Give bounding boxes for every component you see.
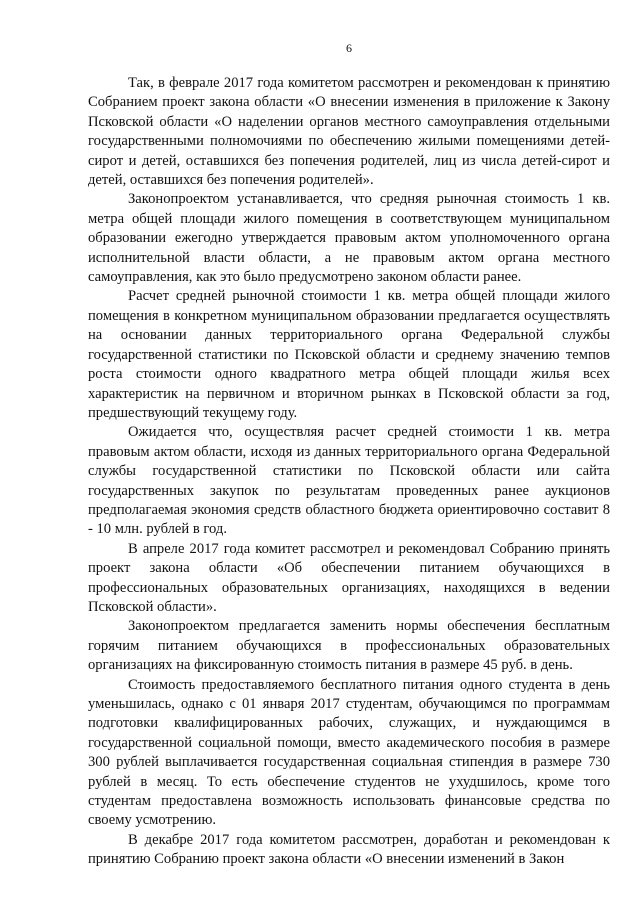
paragraph-3: Расчет средней рыночной стоимости 1 кв. метра общей площади жилого помещения в конкретном муниципальном образовании предлагается осуществлять на основании данных территориального органа Федеральной службы государственной статистики по Псковской области и среднему значению темпов роста стоимости одного квадратного метра общей площади жилья всех характеристик на первичном и вторичном рынках в Псковской области за год, предшествующий текущему году.: [88, 288, 610, 421]
paragraph-1: Так, в феврале 2017 года комитетом рассмотрен и рекомендован к принятию Собранием проект закона области «О внесении изменения в приложение к Закону Псковской области «О наделении органов местного самоуправления отдельными государственными полномочиями по обеспечению жилыми помещениями детей-сирот и детей, оставшихся без попечения родителей, лиц из числа детей-сирот и детей, оставшихся без попечения родителей».: [88, 75, 610, 189]
paragraph-8: В декабре 2017 года комитетом рассмотрен, доработан и рекомендован к принятию Собранию проект закона области «О внесении изменений в Закон: [88, 831, 610, 868]
page-number: 6: [346, 41, 352, 55]
paragraph-5: В апреле 2017 года комитет рассмотрел и рекомендовал Собранию принять проект закона области «Об обеспечении питанием обучающихся в профессиональных образовательных организациях, находящихся в ведении Псковской области».: [88, 540, 610, 615]
paragraph-2: Законопроектом устанавливается, что средняя рыночная стоимость 1 кв. метра общей площади жилого помещения в соответствующем муниципальном образовании ежегодно утверждается правовым актом уполномоченного органа исполнительной власти области, а не правовым актом органа местного самоуправления, как это было предусмотрено законом области ранее.: [88, 191, 610, 286]
paragraph-6: Законопроектом предлагается заменить нормы обеспечения бесплатным горячим питанием обучающихся в профессиональных образовательных организациях на фиксированную стоимость питания в размере 45 руб. в день.: [88, 618, 610, 674]
paragraph-7: Стоимость предоставляемого бесплатного питания одного студента в день уменьшилась, однако с 01 января 2017 студентам, обучающимся по программам подготовки квалифицированных рабочих, служащих, и нуждающимся в государственной социальной помощи, вместо академического пособия в размере 300 рублей выплачивается государственная социальная стипендия в размере 730 рублей в месяц. То есть обеспечение студентов не ухудшилось, кроме того студентам предоставлена возможность использовать финансовые средства по своему усмотрению.: [88, 676, 610, 829]
paragraph-4: Ожидается что, осуществляя расчет средней стоимости 1 кв. метра правовым актом области, исходя из данных территориального органа Федеральной службы государственной статистики по Псковской области или сайта государственных закупок по результатам проведенных ранее аукционов предполагаемая экономия средств областного бюджета ориентировочно составит 8 - 10 млн. рублей в год.: [88, 424, 610, 538]
document-page: [88, 40, 610, 870]
